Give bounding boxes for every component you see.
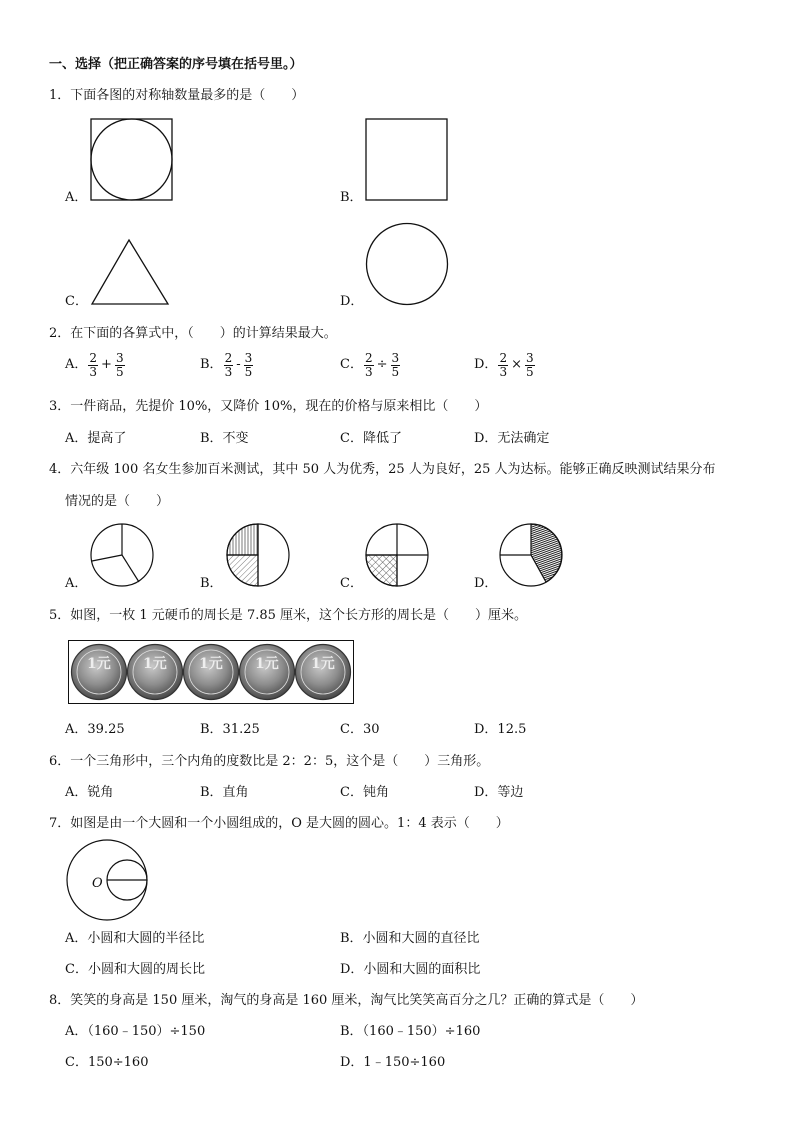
q2-option-label: A． — [65, 356, 88, 372]
q4-pie-c — [365, 523, 431, 589]
q2-option-label: D． — [474, 356, 498, 372]
question-4-stem-line2: 情况的是（ ） — [65, 494, 170, 509]
q4-option-c[interactable]: C． — [340, 576, 363, 591]
q1-figure-b-square — [365, 118, 449, 202]
question-4-stem-line1: 4．六年级 100 名女生参加百米测试，其中 50 人为优秀，25 人为良好，25 人为达标。能够正确反映测试结果分布 — [49, 462, 716, 477]
q1-figure-c-triangle — [90, 238, 170, 308]
question-3-stem: 3．一件商品，先提价 10%，又降价 10%，现在的价格与原来相比（ ） — [49, 399, 488, 414]
q6-option-a[interactable]: A．锐角 — [65, 785, 114, 800]
q8-option-b[interactable]: B．（160﹣150）÷160 — [340, 1024, 481, 1039]
coin-label: 1元 — [143, 656, 167, 672]
fraction: $\frac{2}{3}$ — [89, 351, 98, 379]
q2-option-c[interactable] — [340, 352, 401, 378]
q7-option-c[interactable]: C．小圆和大圆的周长比 — [65, 962, 205, 977]
coin-rectangle — [68, 640, 354, 704]
section-title: 一、选择（把正确答案的序号填在括号里。） — [49, 57, 303, 72]
q7-option-b[interactable]: B．小圆和大圆的直径比 — [340, 931, 480, 946]
operator: ÷ — [376, 356, 388, 372]
coin-label: 1元 — [199, 656, 223, 672]
q4-pie-b — [226, 523, 292, 589]
q1-figure-d-circle — [365, 222, 449, 306]
q1-option-d[interactable]: D． — [340, 294, 364, 309]
coin — [240, 645, 295, 700]
fraction: $\frac{3}{5}$ — [391, 351, 400, 379]
q2-option-b[interactable] — [200, 352, 254, 378]
q4-option-d[interactable]: D． — [474, 576, 498, 591]
q5-option-b[interactable]: B．31.25 — [200, 722, 260, 737]
question-8-stem: 8．笑笑的身高是 150 厘米，淘气的身高是 160 厘米，淘气比笑笑高百分之几？正确的算式是（ ） — [49, 993, 644, 1008]
question-7-stem: 7．如图是由一个大圆和一个小圆组成的，O 是大圆的圆心。1：4 表示（ ） — [49, 816, 509, 831]
q6-option-c[interactable]: C．钝角 — [340, 785, 389, 800]
question-6-stem: 6．一个三角形中，三个内角的度数比是 2：2：5，这个是（ ）三角形。 — [49, 754, 490, 769]
center-o-label: O — [92, 876, 103, 891]
q7-option-d[interactable]: D．小圆和大圆的面积比 — [340, 962, 481, 977]
q4-option-b[interactable]: B． — [200, 576, 223, 591]
q3-option-c[interactable]: C．降低了 — [340, 431, 402, 446]
fraction: $\frac{2}{3}$ — [224, 351, 233, 379]
q3-option-b[interactable]: B．不变 — [200, 431, 249, 446]
q5-option-a[interactable]: A．39.25 — [65, 722, 125, 737]
operator: + — [101, 356, 112, 372]
coin — [184, 645, 239, 700]
q2-option-d[interactable] — [474, 352, 536, 378]
q5-option-c[interactable]: C．30 — [340, 722, 380, 737]
coin — [296, 645, 351, 700]
q2-option-label: B． — [200, 356, 223, 372]
fraction: $\frac{2}{3}$ — [364, 351, 373, 379]
coin-label: 1元 — [87, 656, 111, 672]
coin-label: 1元 — [255, 656, 279, 672]
q8-option-d[interactable]: D．1﹣150÷160 — [340, 1055, 446, 1070]
q6-option-b[interactable]: B．直角 — [200, 785, 249, 800]
q8-option-c[interactable]: C．150÷160 — [65, 1055, 149, 1070]
coin — [72, 645, 127, 700]
q1-option-a[interactable]: A． — [65, 190, 88, 205]
q5-option-d[interactable]: D．12.5 — [474, 722, 527, 737]
fraction: $\frac{2}{3}$ — [499, 351, 508, 379]
q7-option-a[interactable]: A．小圆和大圆的半径比 — [65, 931, 205, 946]
q4-pie-d — [499, 523, 565, 589]
q1-option-b[interactable]: B． — [340, 190, 363, 205]
question-2-stem: 2．在下面的各算式中，（ ）的计算结果最大。 — [49, 326, 337, 341]
coin-row — [70, 643, 352, 701]
q3-option-a[interactable]: A．提高了 — [65, 431, 127, 446]
fraction: $\frac{3}{5}$ — [525, 351, 534, 379]
q7-circles-figure — [66, 838, 150, 922]
question-5-stem: 5．如图，一枚 1 元硬币的周长是 7.85 厘米，这个长方形的周长是（ ）厘米。 — [49, 608, 528, 623]
fraction: $\frac{3}{5}$ — [244, 351, 253, 379]
q4-option-a[interactable]: A． — [65, 576, 88, 591]
q1-option-c[interactable]: C． — [65, 294, 88, 309]
q3-option-d[interactable]: D．无法确定 — [474, 431, 550, 446]
coin — [128, 645, 183, 700]
q2-option-a[interactable] — [65, 352, 126, 378]
q8-option-a[interactable]: A．（160﹣150）÷150 — [65, 1024, 206, 1039]
coin-label: 1元 — [311, 656, 335, 672]
q4-pie-a — [90, 523, 156, 589]
q1-figure-a-circle-in-square — [90, 118, 174, 202]
question-1-stem: 1．下面各图的对称轴数量最多的是（ ） — [49, 88, 305, 103]
q2-option-label: C． — [340, 356, 363, 372]
operator: - — [236, 356, 241, 372]
operator: × — [511, 356, 522, 372]
q6-option-d[interactable]: D．等边 — [474, 785, 524, 800]
fraction: $\frac{3}{5}$ — [115, 351, 124, 379]
